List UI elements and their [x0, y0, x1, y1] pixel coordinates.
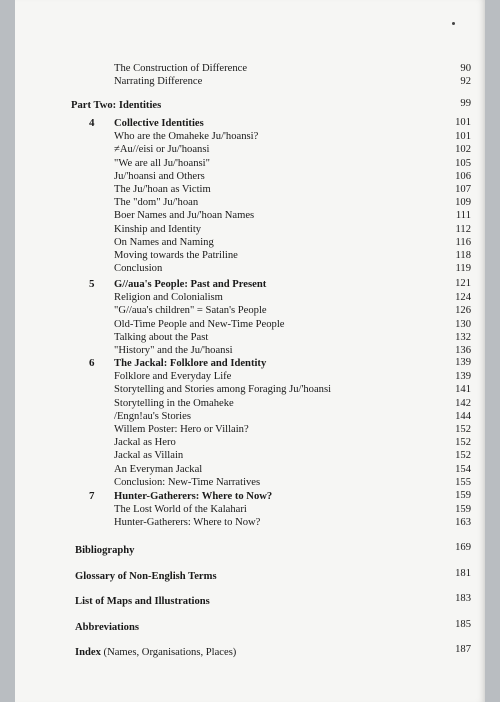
toc-entry-title: "G//aua's children" = Satan's People [114, 305, 267, 317]
page-number: 111 [455, 210, 471, 222]
page-number: 124 [455, 292, 471, 304]
index-subtitle: (Names, Organisations, Places) [100, 647, 237, 658]
chapter-number: 7 [89, 490, 95, 502]
toc-entry-title: Moving towards the Patriline [114, 250, 238, 261]
page-number: 154 [455, 463, 471, 475]
toc-entry-title: Willem Poster: Hero or Villain? [114, 424, 249, 435]
page-number: 155 [455, 476, 471, 488]
toc-entry-title: The Ju/'hoan as Victim [114, 184, 211, 195]
page-number: 141 [455, 384, 471, 396]
page-number: 109 [455, 197, 471, 209]
page-number: 99 [460, 98, 471, 109]
toc-entry-title: Who are the Omaheke Ju/'hoansi? [114, 131, 259, 143]
chapter-number: 6 [89, 357, 95, 369]
page-number: 112 [455, 223, 471, 235]
chapter-title: G//aua's People: Past and Present [114, 279, 267, 290]
page-number: 107 [455, 184, 471, 195]
toc-entry-title: Folklore and Everyday Life [114, 371, 232, 383]
toc-entry-title: On Names and Naming [114, 236, 214, 248]
page-number: 163 [455, 517, 471, 529]
page-number: 101 [455, 117, 471, 128]
page-number: 185 [455, 619, 471, 630]
chapter-title: The Jackal: Folklore and Identity [114, 358, 267, 369]
page-number: 152 [455, 437, 471, 449]
page-number: 169 [455, 542, 471, 553]
page-number: 139 [455, 357, 471, 368]
toc-entry-title: Jackal as Villain [114, 450, 184, 462]
part-heading: Part Two: Identities [71, 100, 162, 111]
toc-entry-title: Talking about the Past [114, 331, 209, 343]
toc-entry-title: Conclusion [114, 263, 163, 275]
page-number: 90 [460, 63, 471, 74]
toc-entry-title: ≠Au//eisi or Ju/'hoansi [114, 144, 210, 156]
page-number: 152 [455, 450, 471, 462]
toc-entry-title: "We are all Ju/'hoansi" [114, 157, 210, 169]
page-number: 159 [455, 490, 471, 501]
toc-entry-title: Kinship and Identity [114, 223, 202, 235]
chapter-title: Collective Identities [114, 118, 204, 129]
toc-entry-title: The "dom" Ju/'hoan [114, 197, 199, 209]
page-number: 106 [455, 170, 471, 182]
toc-entry-title: Boer Names and Ju/'hoan Names [114, 210, 255, 222]
page-number: 159 [455, 504, 471, 516]
page-number: 130 [455, 318, 471, 330]
page-number: 142 [455, 397, 471, 409]
toc-entry-title: Old-Time People and New-Time People [114, 318, 285, 330]
chapter-title: Hunter-Gatherers: Where to Now? [114, 491, 273, 502]
page-number: 139 [455, 371, 471, 383]
toc-entry-title: The Lost World of the Kalahari [114, 504, 247, 516]
page-number: 105 [455, 157, 471, 169]
toc-entry-title: An Everyman Jackal [114, 463, 203, 475]
page-number: 116 [455, 236, 471, 248]
toc-entry-title: Storytelling in the Omaheke [114, 397, 234, 409]
toc-entry-title: The Construction of Difference [114, 63, 248, 74]
page-number: 152 [455, 424, 471, 435]
page-number: 92 [460, 76, 471, 88]
toc-entry-title: Ju/'hoansi and Others [114, 170, 205, 182]
toc-entry-title: Conclusion: New-Time Narratives [114, 476, 261, 488]
page-number: 144 [455, 410, 471, 422]
back-matter-title: Abbreviations [75, 622, 139, 633]
back-matter-title: Bibliography [75, 545, 135, 556]
toc-entry-title: /Engn!au's Stories [114, 410, 191, 422]
page-number: 102 [455, 144, 471, 156]
chapter-number: 4 [89, 117, 95, 129]
toc-entry-title: "History" and the Ju/'hoansi [114, 345, 233, 356]
page-number: 132 [455, 331, 471, 343]
toc-entry-title: Jackal as Hero [114, 437, 176, 449]
page-number: 121 [455, 278, 471, 289]
toc-entry-title: Religion and Colonialism [114, 292, 223, 304]
book-page [15, 0, 485, 702]
page-number: 101 [455, 131, 471, 143]
toc-entry-title: Storytelling and Stories among Foraging Ju/'hoansi [114, 384, 332, 396]
page-number: 118 [455, 250, 471, 261]
back-matter-title: Glossary of Non-English Terms [75, 571, 217, 582]
page-number: 187 [455, 644, 471, 655]
page-number: 136 [455, 345, 471, 356]
chapter-number: 5 [89, 278, 95, 290]
back-matter-title: Index (Names, Organisations, Places) [75, 647, 237, 658]
print-speck [452, 22, 455, 25]
toc-entry-title: Narrating Difference [114, 76, 203, 88]
page-number: 181 [455, 568, 471, 579]
page-number: 183 [455, 593, 471, 604]
page-number: 126 [455, 305, 471, 317]
toc-entry-title: Hunter-Gatherers: Where to Now? [114, 517, 261, 529]
back-matter-title: List of Maps and Illustrations [75, 596, 210, 607]
page-number: 119 [455, 263, 471, 275]
